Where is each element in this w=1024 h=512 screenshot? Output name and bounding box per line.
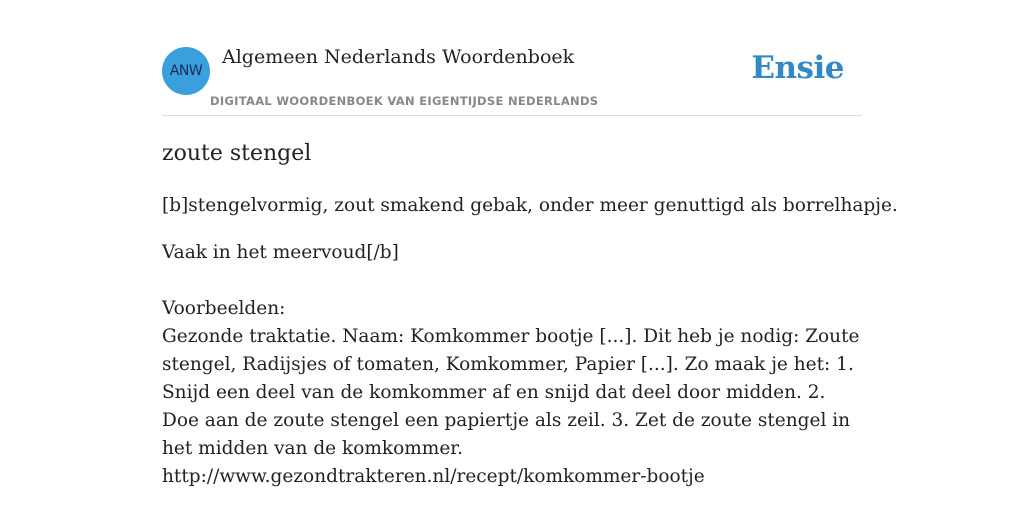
example-text: Gezonde traktatie. Naam: Komkommer bootje [...]. Dit heb je nodig: Zoute stengel, Radijsjes of tomaten, Komkommer, Papier [...]. Zo maak je het: 1. Snijd een deel van de komkommer af en snijd dat deel door midden. 2. Doe aan de zoute stengel een papiertje als zeil. 3. Zet de zoute stengel in het midden van de komkommer. [162, 326, 860, 459]
anw-logo[interactable] [162, 47, 210, 95]
dictionary-title[interactable]: Algemeen Nederlands Woordenboek [222, 46, 575, 68]
examples-label: Voorbeelden: [162, 298, 286, 319]
page [162, 0, 898, 512]
anw-logo-text: ANW [169, 63, 203, 79]
entry-term: zoute stengel [162, 141, 312, 166]
entry-definition: [b]stengelvormig, zout smakend gebak, onder meer genuttigd als borrelhapje. [162, 195, 898, 216]
ensie-brand-logo[interactable]: Ensie [751, 50, 844, 86]
header [162, 0, 862, 116]
dictionary-subtitle: DIGITAAL WOORDENBOEK VAN EIGENTIJDSE NEDERLANDS [210, 94, 599, 108]
example-source-link[interactable]: http://www.gezondtrakteren.nl/recept/komkommer-bootje [162, 466, 705, 487]
entry-usage-note: Vaak in het meervoud[/b] [162, 242, 399, 263]
